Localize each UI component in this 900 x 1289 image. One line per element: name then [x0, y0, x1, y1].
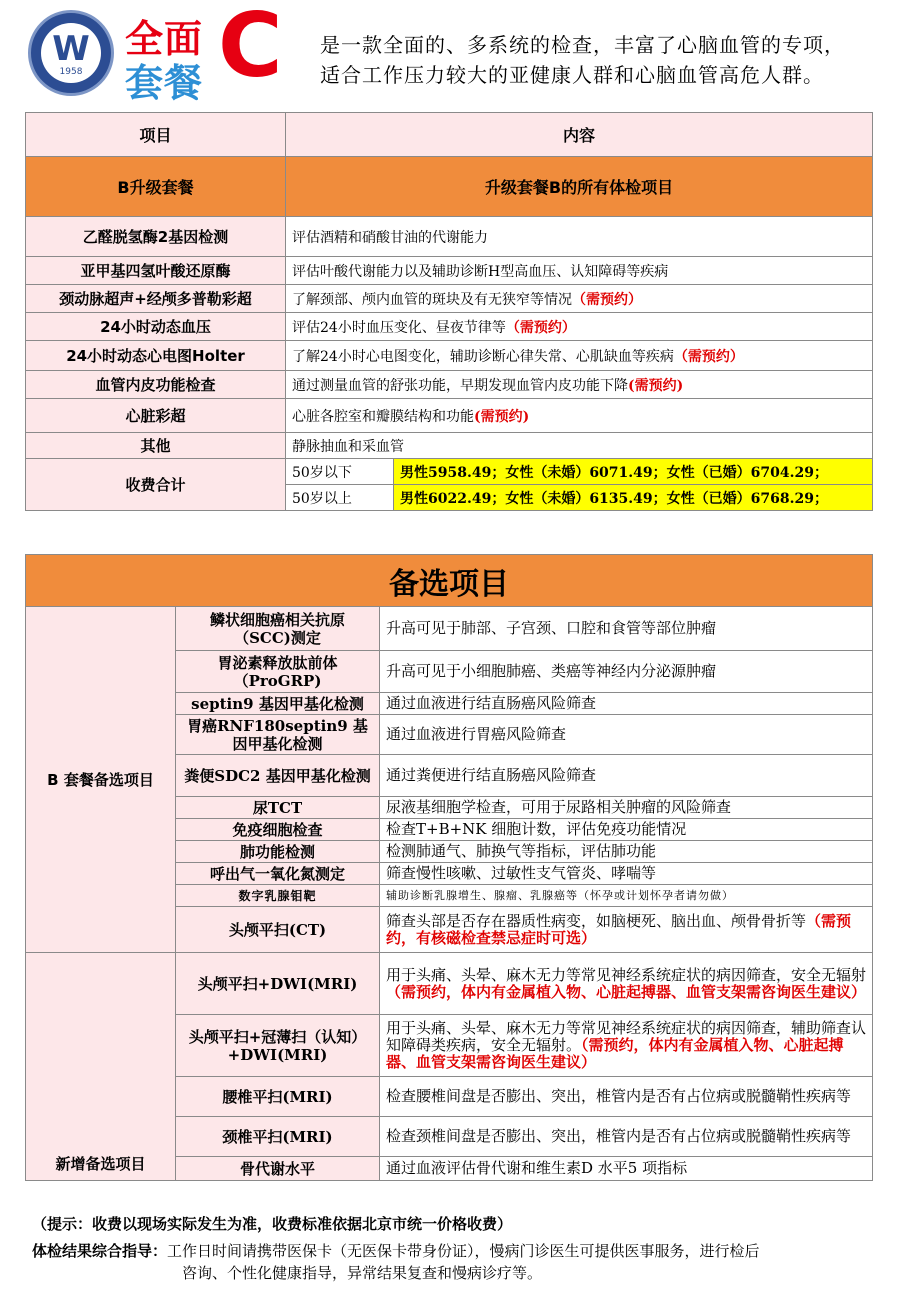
item-content: 通过测量血管的舒张功能，早期发现血管内皮功能下降(需预约) — [286, 371, 873, 399]
item-content: 了解颈部、颅内血管的斑块及有无狭窄等情况（需预约） — [286, 285, 873, 313]
logo-letter: W — [52, 29, 90, 69]
option-content: 检查腰椎间盘是否膨出、突出，椎管内是否有占位病或脱髓鞘性疾病等 — [380, 1077, 873, 1117]
group-b-label: B 套餐备选项目 — [26, 607, 176, 953]
item-content: 心脏各腔室和瓣膜结构和功能(需预约) — [286, 399, 873, 433]
table-row — [26, 433, 873, 459]
age-under50-label: 50岁以下 — [286, 459, 394, 485]
option-content: 通过粪便进行结直肠癌风险筛查 — [380, 755, 873, 797]
option-content: 升高可见于小细胞肺癌、类癌等神经内分泌源肿瘤 — [380, 651, 873, 693]
fee-label: 收费合计 — [26, 459, 286, 511]
option-content: 辅助诊断乳腺增生、腺瘤、乳腺癌等（怀孕或计划怀孕者请勿做） — [380, 885, 873, 907]
option-item: 数字乳腺钼靶 — [176, 885, 380, 907]
table-row — [26, 285, 873, 313]
guide-label: 体检结果综合指导： — [32, 1242, 168, 1260]
table-row — [26, 371, 873, 399]
option-content: 通过血液进行结直肠癌风险筛查 — [380, 693, 873, 715]
option-content: 升高可见于肺部、子宫颈、口腔和食管等部位肿瘤 — [380, 607, 873, 651]
fee-note: （提示：收费以现场实际发生为准，收费标准依据北京市统一价格收费） — [32, 1215, 513, 1233]
option-item: 粪便SDC2 基因甲基化检测 — [176, 755, 380, 797]
item-content: 评估叶酸代谢能力以及辅助诊断H型高血压、认知障碍等疾病 — [286, 257, 873, 285]
item-content: 了解24小时心电图变化，辅助诊断心律失常、心肌缺血等疾病（需预约） — [286, 341, 873, 371]
guide-line2: 咨询、个性化健康指导，异常结果复查和慢病诊疗等。 — [182, 1264, 543, 1282]
item-name: 血管内皮功能检查 — [26, 371, 286, 399]
option-item: 头颅平扫+冠薄扫（认知）+DWI(MRI) — [176, 1015, 380, 1077]
option-content: 通过血液评估骨代谢和维生素D 水平5 项指标 — [380, 1157, 873, 1181]
table-row — [26, 257, 873, 285]
header — [0, 0, 900, 110]
option-content: 检测肺通气、肺换气等指标，评估肺功能 — [380, 841, 873, 863]
item-name: 心脏彩超 — [26, 399, 286, 433]
item-name: 其他 — [26, 433, 286, 459]
table-row — [26, 217, 873, 257]
option-item: 颈椎平扫(MRI) — [176, 1117, 380, 1157]
logo-year: 1958 — [59, 67, 83, 77]
option-item: 骨代谢水平 — [176, 1157, 380, 1181]
upgrade-row — [26, 157, 873, 217]
item-content: 评估24小时血压变化、昼夜节律等（需预约） — [286, 313, 873, 341]
fee-under50-value: 男性5958.49；女性（未婚）6071.49；女性（已婚）6704.29； — [394, 459, 873, 485]
option-content: 检查T+B+NK 细胞计数，评估免疫功能情况 — [380, 819, 873, 841]
package-description — [320, 30, 890, 90]
optional-title: 备选项目 — [26, 555, 873, 607]
item-content: 评估酒精和硝酸甘油的代谢能力 — [286, 217, 873, 257]
option-item: 尿TCT — [176, 797, 380, 819]
option-item: 头颅平扫(CT) — [176, 907, 380, 953]
option-content: 筛查头部是否存在器质性病变，如脑梗死、脑出血、颅骨骨折等（需预约，有核磁检查禁忌症时可选） — [380, 907, 873, 953]
table-row — [26, 313, 873, 341]
logo-emblem — [41, 23, 101, 83]
item-name: 24小时动态心电图Holter — [26, 341, 286, 371]
item-name: 24小时动态血压 — [26, 313, 286, 341]
table-header-row — [26, 113, 873, 157]
description-line1: 是一款全面的、多系统的检查，丰富了心脑血管的专项， — [320, 33, 845, 57]
fee-over50-value: 男性6022.49；女性（未婚）6135.49；女性（已婚）6768.29； — [394, 485, 873, 511]
option-item: 免疫细胞检查 — [176, 819, 380, 841]
package-letter: C — [218, 0, 283, 97]
option-item: septin9 基因甲基化检测 — [176, 693, 380, 715]
table-row — [26, 341, 873, 371]
table-row — [26, 953, 873, 1015]
guide-line1: 工作日时间请携带医保卡（无医保卡带身份证），慢病门诊医生可提供医事服务，进行检后 — [167, 1242, 760, 1260]
column-header-content: 内容 — [286, 113, 873, 157]
upgrade-item: B升级套餐 — [26, 157, 286, 217]
option-item: 胃泌素释放肽前体（ProGRP) — [176, 651, 380, 693]
option-content: 检查颈椎间盘是否膨出、突出，椎管内是否有占位病或脱髓鞘性疾病等 — [380, 1117, 873, 1157]
upgrade-content: 升级套餐B的所有体检项目 — [286, 157, 873, 217]
option-content: 尿液基细胞学检查，可用于尿路相关肿瘤的风险筛查 — [380, 797, 873, 819]
option-content: 筛查慢性咳嗽、过敏性支气管炎、哮喘等 — [380, 863, 873, 885]
optional-items-table — [25, 554, 873, 1181]
description-line2: 适合工作压力较大的亚健康人群和心脑血管高危人群。 — [320, 63, 824, 87]
table-row — [26, 399, 873, 433]
option-item: 鳞状细胞癌相关抗原（SCC)测定 — [176, 607, 380, 651]
table-row — [26, 607, 873, 651]
result-guidance — [32, 1240, 877, 1284]
optional-title-row — [26, 555, 873, 607]
option-item: 胃癌RNF180septin9 基因甲基化检测 — [176, 715, 380, 755]
option-content: 通过血液进行胃癌风险筛查 — [380, 715, 873, 755]
column-header-item: 项目 — [26, 113, 286, 157]
option-item: 头颅平扫+DWI(MRI) — [176, 953, 380, 1015]
fee-row-under50 — [26, 459, 873, 485]
option-item: 腰椎平扫(MRI) — [176, 1077, 380, 1117]
item-name: 颈动脉超声+经颅多普勒彩超 — [26, 285, 286, 313]
age-over50-label: 50岁以上 — [286, 485, 394, 511]
option-content: 用于头痛、头晕、麻木无力等常见神经系统症状的病因筛查，安全无辐射（需预约，体内有金属植入物、心脏起搏器、血管支架需咨询医生建议） — [380, 953, 873, 1015]
option-item: 肺功能检测 — [176, 841, 380, 863]
university-logo — [28, 10, 114, 96]
package-name-line1: 全面 — [125, 17, 204, 61]
item-name: 乙醛脱氢酶2基因检测 — [26, 217, 286, 257]
option-content: 用于头痛、头晕、麻木无力等常见神经系统症状的病因筛查，辅助筛查认知障碍类疾病，安全无辐射。（需预约，体内有金属植入物、心脏起搏器、血管支架需咨询医生建议） — [380, 1015, 873, 1077]
group-new-label: 新增备选项目 — [26, 953, 176, 1181]
package-items-table — [25, 112, 873, 511]
option-item: 呼出气一氧化氮测定 — [176, 863, 380, 885]
package-name-line2: 套餐 — [125, 61, 204, 105]
item-content: 静脉抽血和采血管 — [286, 433, 873, 459]
item-name: 亚甲基四氢叶酸还原酶 — [26, 257, 286, 285]
